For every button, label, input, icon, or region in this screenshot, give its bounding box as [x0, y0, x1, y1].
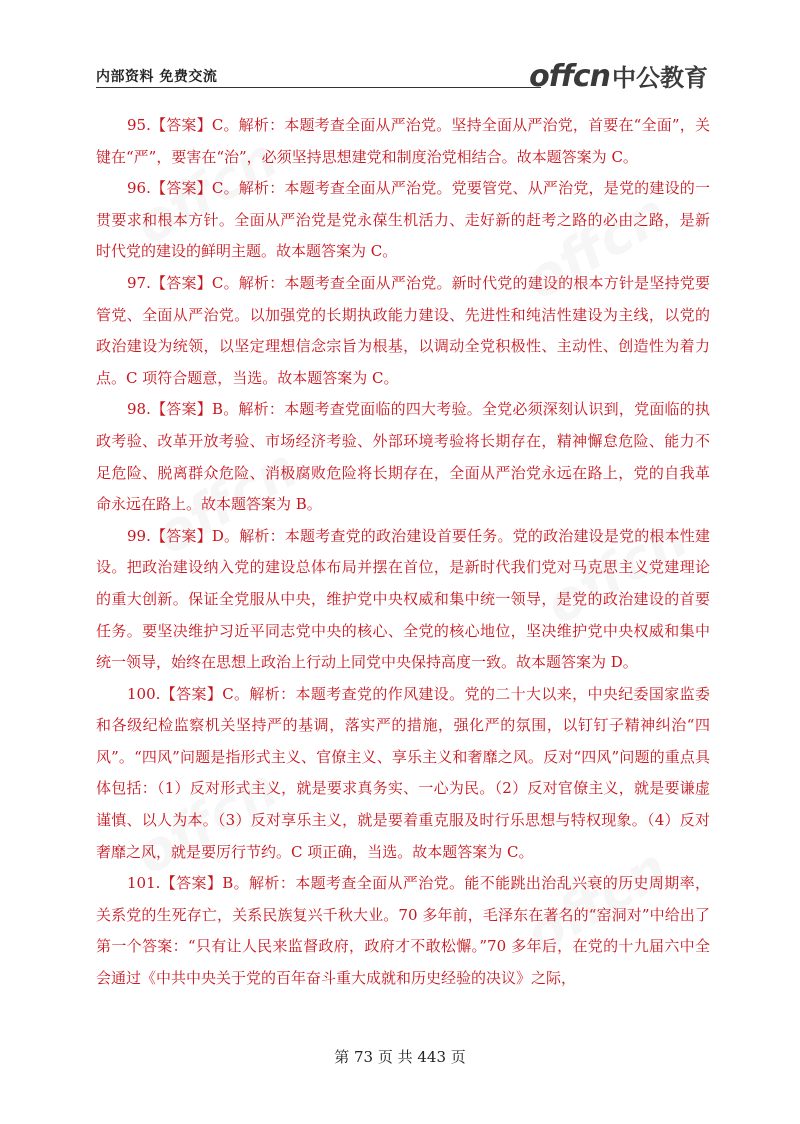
- page-number: 第 73 页 共 443 页: [334, 1048, 466, 1066]
- header-rule: [96, 87, 541, 88]
- answer-paragraph-99: 99.【答案】D。解析：本题考查党的政治建设首要任务。党的政治建设是党的根本性建设。把政治建设纳入党的建设总体布局并摆在首位，是新时代我们党对马克思主义党建理论的重大创新。保证全党服从中央，维护党中央权威和集中统一领导，是党的政治建设的首要任务。要坚决维护习近平同志党中央的核心、全党的核心地位，坚决维护党中央权威和集中统一领导，始终在思想上政治上行动上同党中央保持高度一致。故本题答案为 D。: [96, 526, 710, 672]
- answer-paragraph-101: 101.【答案】B。解析：本题考查全面从严治党。能不能跳出治乱兴衰的历史周期率，关系党的生死存亡，关系民族复兴千秋大业。70 多年前，毛泽东在著名的“窑洞对”中给出了第一个答案：“只有让人民来监督政府，政府才不敢松懈。”70 多年后，在党的十九届六中全会通过《中共中央关于党的百年奋斗重大成就和历史经验的决议》之际，: [96, 874, 710, 988]
- answer-paragraph-95: 95.【答案】C。解析：本题考查全面从严治党。坚持全面从严治党，首要在“全面”，关键在“严”，要害在“治”，必须坚持思想建党和制度治党相结合。故本题答案为 C。: [96, 116, 710, 166]
- answer-paragraph-97: 97.【答案】C。解析：本题考查全面从严治党。新时代党的建设的根本方针是坚持党要管党、全面从严治党。以加强党的长期执政能力建设、先进性和纯洁性建设为主线，以党的政治建设为统领，以坚定理想信念宗旨为根基，以调动全党积极性、主动性、创造性为着力点。C 项符合题意，当选。故本题答案为 C。: [96, 273, 710, 387]
- offcn-logo: [529, 58, 708, 94]
- page-header: [96, 59, 708, 94]
- answer-content: [96, 110, 710, 995]
- answer-paragraph-96: 96.【答案】C。解析：本题考查全面从严治党。党要管党、从严治党，是党的建设的一贯要求和根本方针。全面从严治党是党永葆生机活力、走好新的赶考之路的必由之路，是新时代党的建设的鲜明主题。故本题答案为 C。: [96, 179, 710, 261]
- answer-paragraph-98: 98.【答案】B。解析：本题考查党面临的四大考验。全党必须深刻认识到，党面临的执政考验、改革开放考验、市场经济考验、外部环境考验将长期存在，精神懈怠危险、能力不足危险、脱离群众危险、消极腐败危险将长期存在，全面从严治党永远在路上，党的自我革命永远在路上。故本题答案为 B。: [96, 400, 710, 514]
- answer-paragraph-100: 100.【答案】C。解析：本题考查党的作风建设。党的二十大以来，中央纪委国家监委和各级纪检监察机关坚持严的基调，落实严的措施，强化严的氛围，以钉钉子精神纠治“四风”。“四风”问题是指形式主义、官僚主义、享乐主义和奢靡之风。反对“四风”问题的重点具体包括：（1）反对形式主义，就是要求真务实、一心为民。（2）反对官僚主义，就是要谦虚谨慎、以人为本。（3）反对享乐主义，就是要着重克服及时行乐思想与特权现象。（4）反对奢靡之风，就是要厉行节约。C 项正确，当选。故本题答案为 C。: [96, 684, 710, 861]
- logo-text-cn: 中公教育: [612, 64, 708, 92]
- header-label: 内部资料 免费交流: [96, 69, 218, 85]
- logo-text-en: offcn: [529, 59, 610, 94]
